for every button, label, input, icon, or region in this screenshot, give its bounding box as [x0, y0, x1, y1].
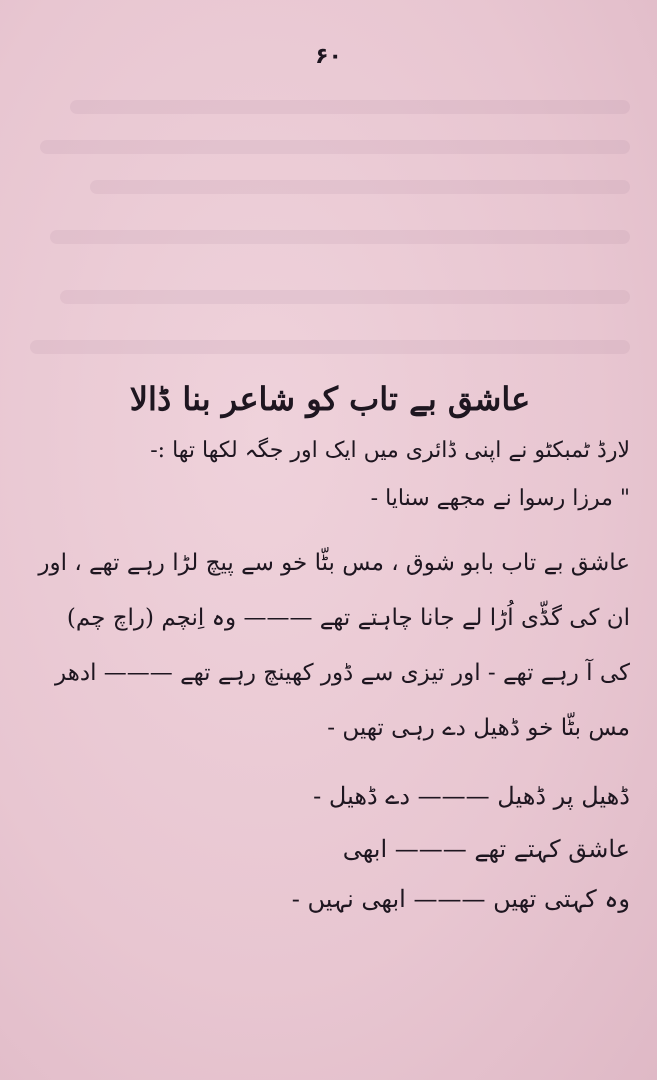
ghost-line	[30, 340, 630, 354]
show-through-text	[20, 100, 630, 400]
text-line: لارڈ ٹمبکٹو نے اپنی ڈائری میں ایک اور جگہ لکھا تھا :-	[150, 438, 630, 464]
page-number: ۶۰	[315, 44, 342, 69]
page-content	[30, 380, 630, 914]
ghost-line	[70, 100, 630, 114]
body-paragraph: عاشق بے تاب بابو شوق ، مس بٹّا خو سے پیچ لڑا رہے تھے ، اور ان کی گڈّی اُڑا لے جانا چاہتے تھے ——— وہ اِنچم (راچ چم) کی آ رہے تھے - اور تیزی سے ڈور کھینچ رہے تھے ——— ادھر مس بٹّا خو ڈھیل دے رہی تھیں -	[38, 549, 630, 741]
section-heading: عاشق بے تاب کو شاعر بنا ڈالا	[129, 380, 531, 418]
ghost-line	[90, 180, 630, 194]
verse-line: عاشق کہتے تھے ——— ابھی	[342, 834, 630, 863]
verse-line: وہ کہتی تھیں ——— ابھی نہیں -	[291, 885, 630, 914]
text-line: " مرزا رسوا نے مجھے سنایا -	[370, 486, 630, 512]
ghost-line	[60, 290, 630, 304]
ghost-line	[40, 140, 630, 154]
verse-line: ڈھیل پر ڈھیل ——— دے ڈھیل -	[313, 781, 630, 810]
ghost-line	[50, 230, 630, 244]
